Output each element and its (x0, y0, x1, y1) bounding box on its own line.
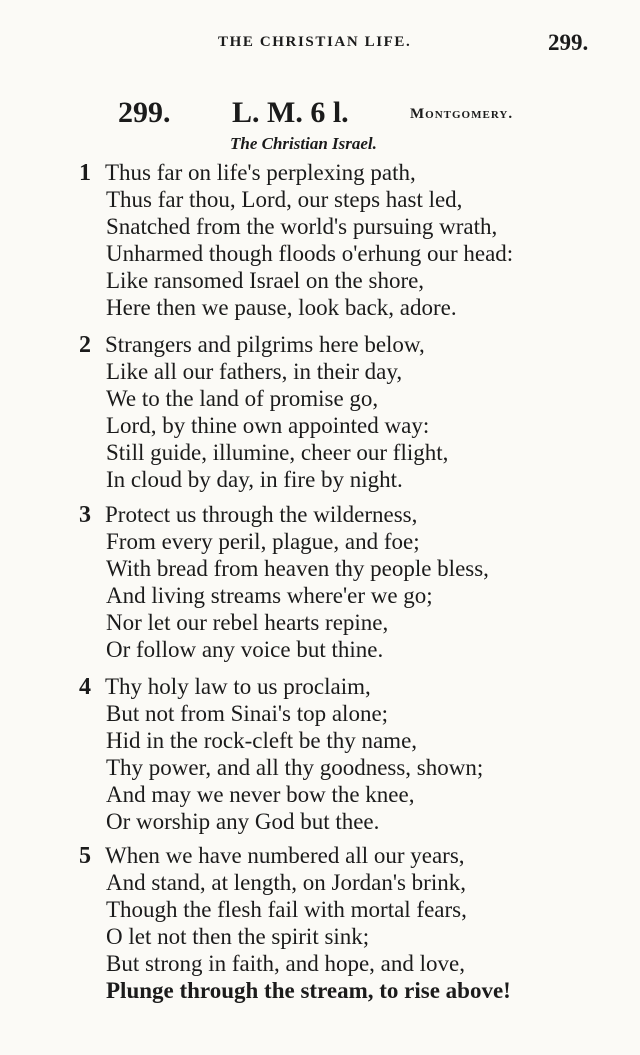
verse-number: 4 (79, 674, 91, 700)
verse-line: When we have numbered all our years, (105, 843, 465, 868)
hymn-title: The Christian Israel. (230, 134, 377, 153)
verse-line: Lord, by thine own appointed way: (106, 413, 430, 438)
verse-line: Here then we pause, look back, adore. (106, 295, 457, 320)
verse-line: O let not then the spirit sink; (106, 924, 370, 949)
verse-line: From every peril, plague, and foe; (106, 529, 420, 554)
verse-line: Like all our fathers, in their day, (106, 359, 403, 384)
hymn-author: Montgomery. (410, 106, 514, 122)
verse-line: And living streams where'er we go; (106, 583, 433, 608)
verse-number: 3 (79, 502, 91, 528)
verse-line: Snatched from the world's pursuing wrath, (106, 214, 498, 239)
hymn-number: 299. (118, 96, 171, 129)
verse-line: Hid in the rock-cleft be thy name, (106, 728, 418, 753)
verse-line: And may we never bow the knee, (106, 782, 415, 807)
verse-line: In cloud by day, in fire by night. (106, 467, 403, 492)
verse-line: Unharmed though floods o'erhung our head: (106, 241, 514, 266)
verse-line: Strangers and pilgrims here below, (105, 332, 425, 357)
verse-line: Still guide, illumine, cheer our flight, (106, 440, 449, 465)
verse-line: Thus far on life's perplexing path, (105, 160, 416, 185)
verse-number: 2 (79, 332, 91, 358)
verse-line: But strong in faith, and hope, and love, (106, 951, 465, 976)
verse-line: Protect us through the wilderness, (105, 502, 418, 527)
verse-line: We to the land of promise go, (106, 386, 379, 411)
verse-line: Though the flesh fail with mortal fears, (106, 897, 467, 922)
verse-line: Thy power, and all thy goodness, shown; (106, 755, 484, 780)
verse-line: Thy holy law to us proclaim, (105, 674, 371, 699)
hymn-header (0, 96, 640, 136)
page-number: 299. (548, 30, 589, 55)
verse-line: Like ransomed Israel on the shore, (106, 268, 425, 293)
verse-line: And stand, at length, on Jordan's brink, (106, 870, 466, 895)
verse-line: Nor let our rebel hearts repine, (106, 610, 389, 635)
verse-line: But not from Sinai's top alone; (106, 701, 389, 726)
hymn-meter: L. M. 6 l. (232, 96, 349, 129)
verse-line: Thus far thou, Lord, our steps hast led, (106, 187, 463, 212)
running-head (0, 30, 640, 58)
running-title: THE CHRISTIAN LIFE. (218, 34, 412, 50)
verse-line: Or worship any God but thee. (106, 809, 380, 834)
verse-line: With bread from heaven thy people bless, (106, 556, 489, 581)
verse-line: Plunge through the stream, to rise above! (106, 978, 511, 1003)
verse-number: 1 (79, 160, 91, 186)
verse-number: 5 (79, 843, 91, 869)
verse-line: Or follow any voice but thine. (106, 637, 384, 662)
